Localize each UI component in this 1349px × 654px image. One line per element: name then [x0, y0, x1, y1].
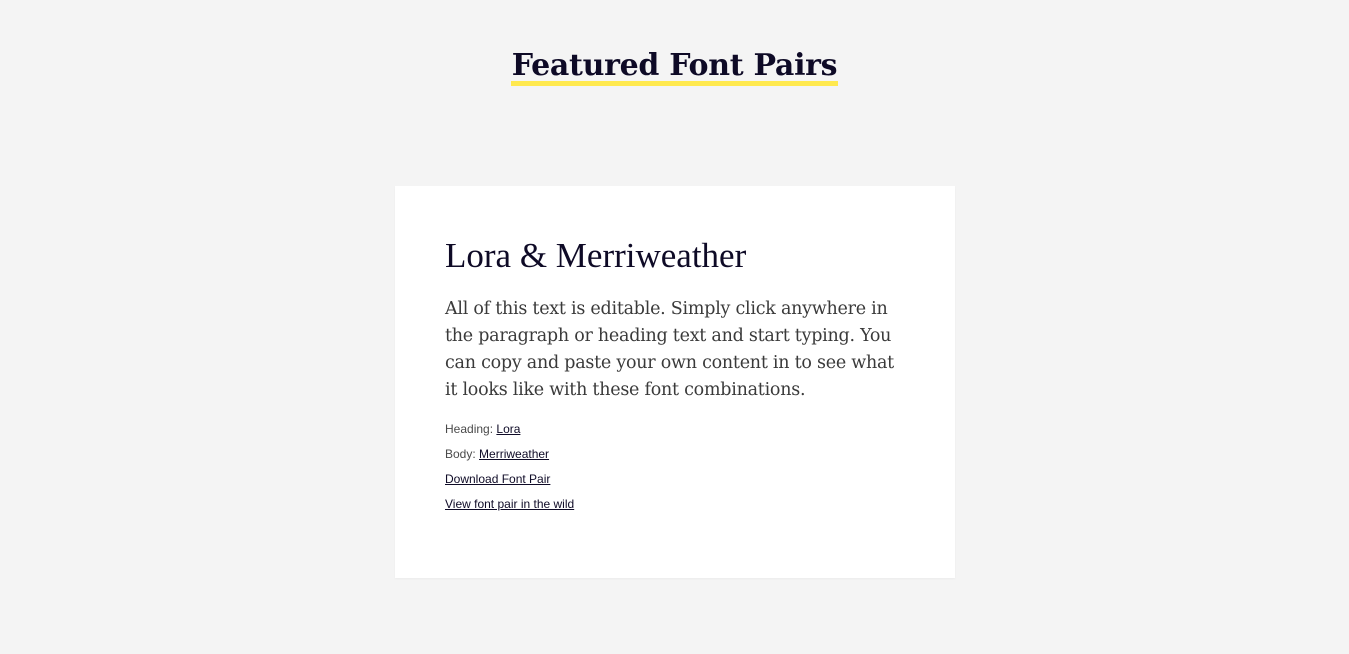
body-font-label: Body: — [445, 447, 476, 461]
card-heading[interactable]: Lora & Merriweather — [445, 236, 747, 275]
font-pair-card — [395, 186, 955, 578]
download-line — [445, 469, 574, 494]
section-title — [0, 46, 1349, 86]
heading-font-link[interactable]: Lora — [496, 422, 521, 436]
body-font-link[interactable]: Merriweather — [479, 447, 550, 461]
download-font-pair-link[interactable]: Download Font Pair — [445, 472, 551, 486]
view-in-wild-link[interactable]: View font pair in the wild — [445, 497, 575, 511]
card-body-text[interactable]: All of this text is editable. Simply click anywhere in the paragraph or heading text and start typing. You can copy and paste your own content in to see what it looks like with these font combinations. — [445, 299, 894, 400]
heading-font-line — [445, 419, 574, 444]
wild-line — [445, 494, 574, 519]
body-font-line — [445, 444, 574, 469]
section-title-text: Featured Font Pairs — [511, 46, 839, 86]
heading-font-label: Heading: — [445, 422, 494, 436]
font-pair-meta — [445, 419, 574, 519]
